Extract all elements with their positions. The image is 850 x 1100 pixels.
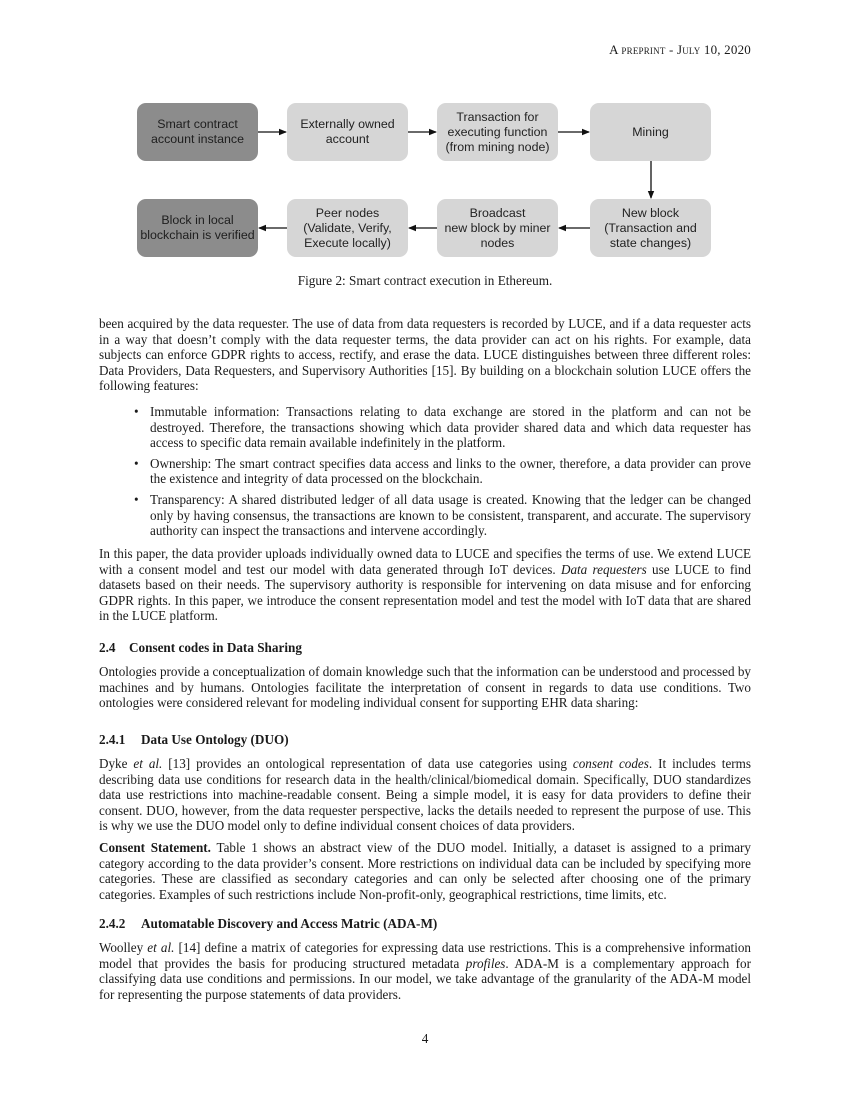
figure-caption: Figure 2: Smart contract execution in Ethereum. [297,273,553,288]
node-label: New block (Transaction and state changes) [604,205,697,250]
text-run: Woolley [99,940,148,955]
header-month: July [676,42,701,57]
paragraph-text [99,840,751,902]
node-transaction [437,103,558,161]
list-item-text: Immutable information: Transactions relating to data exchange are stored in the platform and can not be destroyed. Therefore, the transactions showing which data provider shared data and which data requester has access to specific data remain available indefinitely in the platform. [150,404,751,451]
text-run: use LUCE to find datasets based on their needs. The supervisory authority is responsible for intervening on data misuse and for enforcing GDPR rights. In this paper, we introduce the consent representation model and test the model with IoT data that are shared in the LUCE platform. [99,561,752,624]
section-heading-2-4 [99,640,302,656]
section-2-4-paragraph [99,664,751,711]
flow-arrows [0,0,850,300]
node-label: Mining [632,124,669,139]
paragraph-text [99,756,751,834]
text-run: . It includes terms describing data use conditions for research data in the health/clinical/biomedical domain. Specifically, DUO standardizes data use restrictions into machine-readable consent. Being a simple model, it is easy for data providers to define their consent. DUO, however, from the data requester perspective, lacks the details needed to represent the purpose of use. This is why we use the DUO model only to define individual consent choices of data providers. [99,756,751,834]
bullet-icon: • [134,455,139,471]
section-number: 2.4.1 [99,732,126,747]
section-number: 2.4 [99,640,116,655]
run-in-heading: Consent Statement. [99,840,211,855]
text-run: . ADA-M is a complementary approach for classifying data use conditions and permissions. In our model, we take advantage of the granularity of the ADA-M model for representing the purpose statements of data providers. [99,955,752,1002]
features-list [132,404,751,544]
header-date: 10, 2020 [700,42,751,57]
list-item-text: Transparency: A shared distributed ledger of all data usage is created. Knowing that the ledger can be changed only by having consensus, the transactions are known to be consistent, transparent, and accurate. The supervisory authority can inspect the transactions and intervene accordingly. [150,491,751,539]
section-heading-2-4-1 [99,732,289,748]
paragraph-text: been acquired by the data requester. The use of data from data requesters is recorded by LUCE, and if a data requester acts in a way that doesn’t comply with the data requester terms, the data provider can act on his rights. For example, data subjects can enforce GDPR rights to access, rectify, and erase the data. LUCE distinguishes between three different roles: Data Providers, Data Requesters, and Supervisory Authorities [15]. By building on a blockchain solution LUCE offers the following features: [99,316,751,394]
node-label: Smart contract account instance [151,117,244,146]
intro-paragraph [99,316,751,394]
bullet-icon: • [134,404,139,419]
text-run: [13] provides an ontological representation of data use categories using [162,756,573,771]
node-label: Externally owned account [300,117,395,146]
luce-paragraph [99,546,751,624]
node-new-block [590,199,711,257]
node-label: Transaction for executing function (from mining node) [445,109,550,154]
node-externally-owned-account [287,103,408,161]
list-item [132,404,751,451]
adam-paragraph [99,940,751,1002]
bullet-icon: • [134,491,139,507]
section-heading-2-4-2 [99,916,437,932]
node-broadcast [437,199,558,257]
consent-statement-paragraph [99,840,751,902]
italic-term: consent codes [572,756,649,771]
duo-paragraph [99,756,751,834]
list-item-text: Ownership: The smart contract specifies data access and links to the owner, therefore, a data provider can prove the existence and integrity of data processed on the blockchain. [150,455,751,487]
italic-term: Data requesters [560,561,647,577]
paragraph-text [99,546,751,624]
section-title: Data Use Ontology (DUO) [141,732,289,747]
list-item [132,492,751,539]
text-run: Table 1 shows an abstract view of the DUO model. Initially, a dataset is assigned to a primary category according to the data provider’s consent. More restrictions on individual data can be included by specifying more categories. These are classified as secondary categories and can only be selected after choosing one of the primary categories. Examples of such restrictions include Non-profit-only, geographical restrictions, time limits, etc. [99,840,752,902]
node-label: Broadcast new block by miner nodes [444,205,551,250]
italic-term: et al. [147,940,175,955]
header-separator: - [665,42,677,57]
list-item [132,456,751,487]
node-mining [590,103,711,161]
section-number: 2.4.2 [99,916,126,931]
italic-term: et al. [133,756,163,771]
section-title: Automatable Discovery and Access Matric (ADA-M) [141,916,438,931]
header-prefix: A [609,42,618,57]
text-run: [14] define a matrix of categories for expressing data use restrictions. This is a comprehensive information model that provides the basis for producing structured metadata [99,940,751,971]
header-preprint: preprint [621,42,666,57]
text-run: In this paper, the data provider uploads individually owned data to LUCE and specifies the terms of use. We extend LUCE with a consent model and test our model with data generated through IoT devices. [99,546,751,577]
paragraph-text: Ontologies provide a conceptualization of domain knowledge such that the information can be understood and processed by machines and by humans. Ontologies facilitate the interpretation of consent in regards to data use conditions. Two ontologies were considered relevant for modeling individual consent for supporting EHR data sharing: [99,664,751,711]
node-peer-nodes [287,199,408,257]
section-title: Consent codes in Data Sharing [129,640,302,655]
node-block-verified [137,199,258,257]
node-label: Block in local blockchain is verified [140,213,255,242]
paragraph-text [99,940,751,1002]
node-label: Peer nodes (Validate, Verify, Execute locally) [303,205,392,250]
figure-2-diagram [0,0,850,300]
italic-term: profiles [465,955,506,971]
page-number: 4 [421,1031,429,1046]
text-run: Dyke [99,756,134,771]
node-smart-contract [137,103,258,161]
